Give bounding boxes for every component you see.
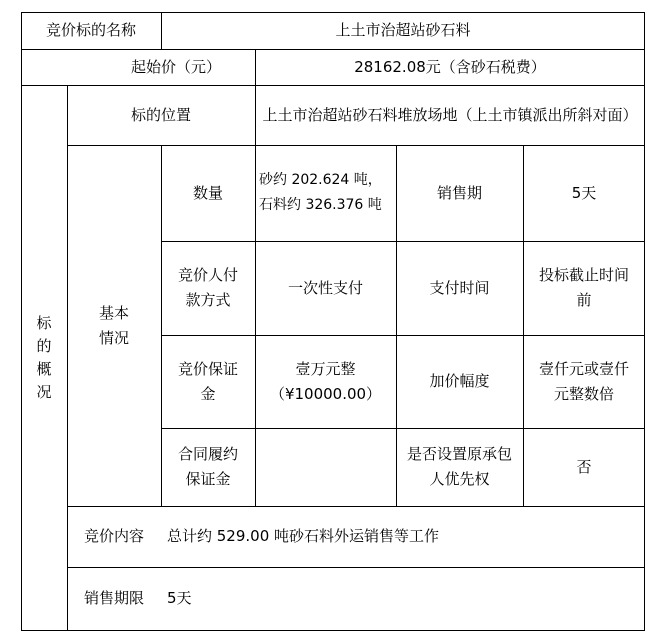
starting-price-value: 28162.08元（含砂石税费） [354,57,546,76]
overview-char: 标 [36,314,52,332]
payment-time-value: 投标截止时间 前 [538,266,629,309]
deposit-label: 竞价保证 金 [177,359,238,403]
location-label: 标的位置 [130,105,191,124]
deposit-value: 壹万元整 （¥10000.00） [269,359,382,403]
sale-period-value: 5天 [571,183,597,202]
priority-label: 是否设置原承包 人优先权 [406,445,512,488]
starting-price-label: 起始价（元） [130,57,221,76]
bid-content-value: 总计约 529.00 吨砂石料外运销售等工作 [167,527,440,545]
quantity-value: 砂约 202.624 吨， 石料约 326.376 吨 [259,172,382,213]
payment-method-value: 一次性支付 [287,278,363,297]
sales-deadline-label: 销售期限 [83,589,144,607]
increment-value: 壹仟元或壹仟 元整数倍 [538,359,629,403]
overview-char: 况 [36,383,52,401]
bid-item-name-label: 竞价标的名称 [45,21,136,39]
basic-info-label: 基本 情况 [98,303,129,347]
quantity-label: 数量 [192,183,223,202]
sales-deadline-value: 5天 [167,589,192,607]
location-value: 上土市治超站砂石料堆放场地（上土市镇派出所斜对面） [262,105,638,124]
payment-time-label: 支付时间 [429,278,490,297]
contract-deposit-value [255,428,396,506]
sale-period-label: 销售期 [436,183,482,202]
bidding-info-table [21,12,645,631]
bid-content-label: 竞价内容 [83,527,144,545]
increment-label: 加价幅度 [429,372,490,390]
overview-section-label [21,85,67,631]
payment-method-label: 竞价人付 款方式 [177,266,238,309]
bid-item-name-value: 上土市治超站砂石料 [335,21,471,39]
priority-value: 否 [576,457,592,476]
contract-deposit-label: 合同履约 保证金 [177,445,238,488]
overview-char: 概 [36,360,52,378]
table-border-bottom [21,630,645,631]
overview-char: 的 [36,337,52,355]
